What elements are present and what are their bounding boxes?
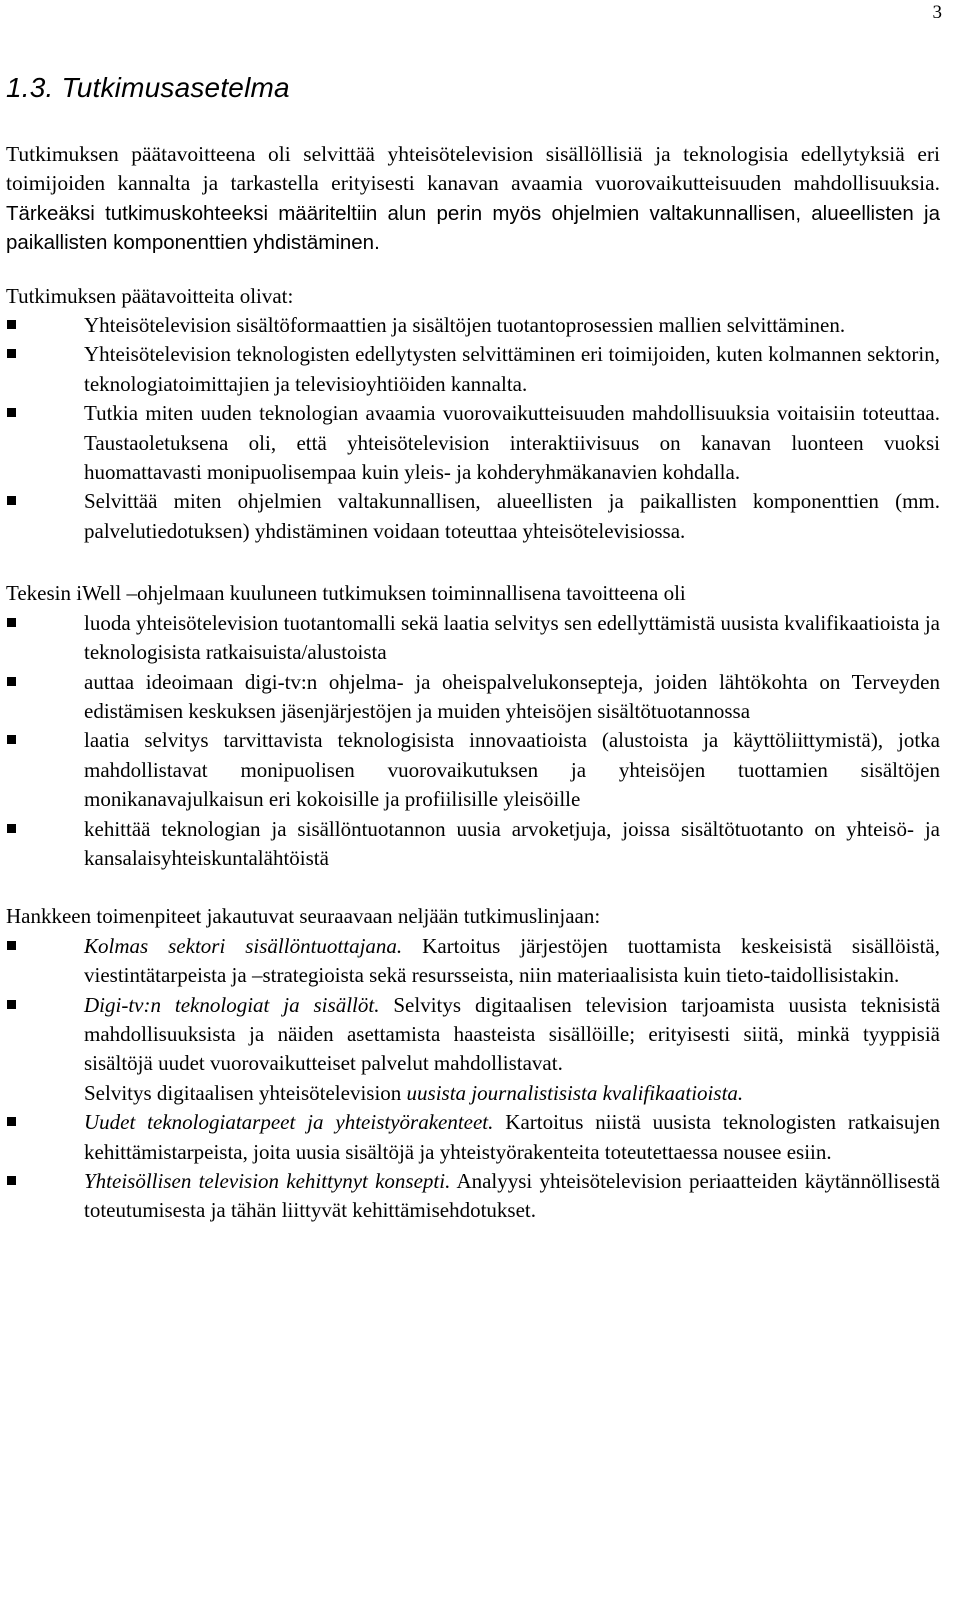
research-line-subparagraph <box>84 1079 940 1108</box>
research-lines-list <box>6 932 940 1226</box>
objectives-item: Yhteisötelevision teknologisten edellytysten selvittäminen eri toimijoiden, kuten kolmannen sektorin, teknologiatoimittajien ja televisioyhtiöiden kannalta. <box>6 340 940 399</box>
research-line-text: Analyysi yhteisötelevision periaatteiden käytännöllisestä toteutumisesta ja tähän liittyvät kehittämisehdotukset. <box>84 1169 940 1223</box>
intro-sentence-2: Tärkeäksi tutkimuskohteeksi määriteltiin alun perin myös ohjelmien valtakunnallisen, alueellisten ja paikallisten komponenttien yhdistäminen. <box>6 201 940 255</box>
iwell-item: luoda yhteisötelevision tuotantomalli sekä laatia selvitys sen edellyttämistä uusista kvalifikaatioista ja teknologisista ratkaisuista/alustoista <box>6 609 940 668</box>
research-line-extra-emphasis: uusista journalistisista kvalifikaatioista. <box>406 1080 744 1105</box>
research-line-item <box>6 932 940 991</box>
research-line-item <box>6 1108 940 1167</box>
iwell-item: auttaa ideoimaan digi-tv:n ohjelma- ja oheispalvelukonsepteja, joiden lähtökohta on Terveyden edistämisen keskuksen jäsenjärjestöjen ja muiden yhteisöjen sisältötuotannossa <box>6 668 940 727</box>
research-line-item <box>6 1167 940 1226</box>
research-line-title: Kolmas sektori sisällöntuottajana. <box>84 933 403 958</box>
iwell-item: laatia selvitys tarvittavista teknologisista innovaatioista (alustoista ja käyttöliittymistä), jotka mahdollistavat monipuolisen vuorovaikutuksen ja yhteisöjen tuottamien sisältöjen monikanavajulkaisun eri kokoisille ja profiilisille yleisöille <box>6 726 940 814</box>
research-line-text: Kartoitus järjestöjen tuottamista keskeisistä sisällöistä, viestintätarpeista ja –strategioista sekä resursseista, niin materiaalisista kuin tieto-taidollisistakin. <box>84 933 940 988</box>
research-line-text: Kartoitus niistä uusista teknologisten ratkaisujen kehittämistarpeista, joita uusia sisältöjä ja yhteistyörakenteita toteutettaessa nousee esiin. <box>84 1110 941 1164</box>
intro-sentence-1: Tutkimuksen päätavoitteena oli selvittää yhteisötelevision sisällöllisiä ja teknologisia edellytyksiä eri toimijoiden kannalta ja tarkastella erityisesti kanavan avaamia vuorovaikutteisuuden mahdollisuuksia. <box>6 142 940 196</box>
research-line-title: Yhteisöllisen television kehittynyt konsepti. <box>84 1169 451 1193</box>
research-line-title: Uudet teknologiatarpeet ja yhteistyörakenteet. <box>84 1110 494 1135</box>
objectives-item: Selvittää miten ohjelmien valtakunnallisen, alueellisten ja paikallisten komponenttien (mm. palvelutiedotuksen) yhdistäminen voidaan toteuttaa yhteisötelevisiossa. <box>6 487 940 546</box>
objectives-list <box>6 311 940 546</box>
research-line-item <box>6 991 940 1109</box>
research-line-text: Selvitys digitaalisen television tarjoamista uusista teknisistä mahdollisuuksista ja näiden asettamista haasteista sisällöille; erityisesti siitä, minkä tyyppisiä sisältöjä uudet vuorovaikutteiset palvelut mahdollistavat. <box>84 992 941 1076</box>
objectives-item: Yhteisötelevision sisältöformaattien ja sisältöjen tuotantoprosessien mallien selvittäminen. <box>6 311 940 340</box>
document-body <box>6 140 940 1226</box>
intro-paragraph <box>6 140 940 258</box>
section-heading: 1.3. Tutkimusasetelma <box>6 72 290 103</box>
research-line-extra-text: Selvitys digitaalisen yhteisötelevision <box>84 1080 402 1105</box>
objectives-item: Tutkia miten uuden teknologian avaamia vuorovaikutteisuuden mahdollisuuksia voitaisiin toteuttaa. Taustaoletuksena oli, että yhteisötelevision interaktiivisuus on kanavan luonteen vuoksi huomattavasti monipuolisempaa kuin yleis- ja kohderyhmäkanavien kohdalla. <box>6 399 940 487</box>
iwell-list <box>6 609 940 874</box>
objectives-lead: Tutkimuksen päätavoitteita olivat: <box>6 283 294 308</box>
research-lines-lead: Hankkeen toimenpiteet jakautuvat seuraavaan neljään tutkimuslinjaan: <box>6 904 601 929</box>
page-number: 3 <box>932 2 942 23</box>
iwell-lead: Tekesin iWell –ohjelmaan kuuluneen tutkimuksen toiminnallisena tavoitteena oli <box>6 581 686 606</box>
iwell-item: kehittää teknologian ja sisällöntuotannon uusia arvoketjuja, joissa sisältötuotanto on yhteisö- ja kansalaisyhteiskuntalähtöistä <box>6 815 940 874</box>
research-line-title: Digi-tv:n teknologiat ja sisällöt. <box>84 992 380 1017</box>
